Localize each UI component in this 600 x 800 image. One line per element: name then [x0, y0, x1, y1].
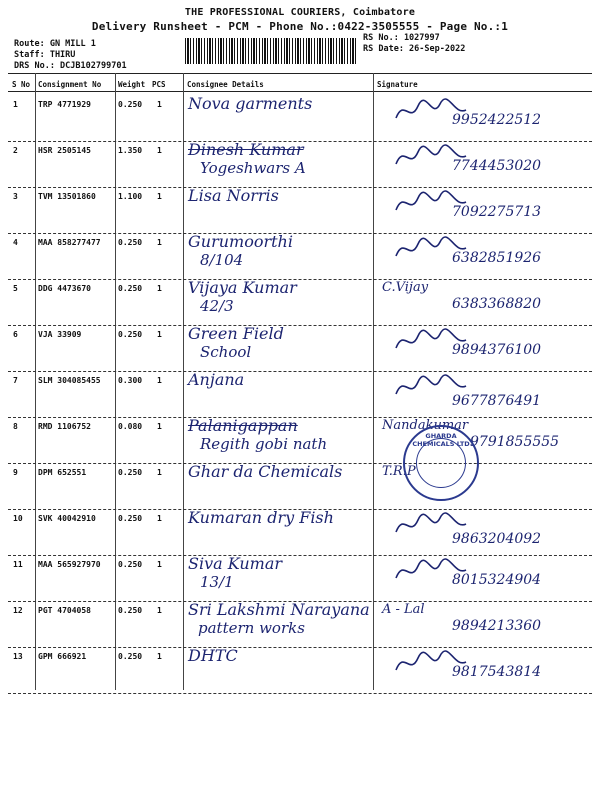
row-pcs: 1: [157, 468, 162, 477]
row-weight: 0.300: [118, 376, 143, 385]
row-sno: 8: [13, 422, 18, 431]
phone-handwritten: 7092275713: [452, 204, 542, 220]
row-consignment: TRP 4771929: [38, 100, 91, 109]
row-pcs: 1: [157, 330, 162, 339]
row-consignment: VJA 33909: [38, 330, 82, 339]
signature: T.R.P: [382, 464, 416, 479]
col-divider: [115, 73, 116, 690]
consignee-handwritten: Dinesh Kumar: [188, 140, 304, 159]
phone-handwritten: 9952422512: [452, 112, 542, 128]
phone-handwritten: 9677876491: [452, 393, 542, 409]
signature: A - Lal: [382, 602, 425, 617]
phone-handwritten: 6383368820: [452, 296, 542, 312]
row-weight: 0.250: [118, 606, 143, 615]
row-pcs: 1: [157, 376, 162, 385]
consignee-handwritten: Kumaran dry Fish: [188, 508, 334, 527]
runsheet-title: Delivery Runsheet - PCM - Phone No.:0422-3505555 - Page No.:1: [91, 20, 509, 33]
row-weight: 0.250: [118, 238, 143, 247]
row-separator: [8, 279, 592, 280]
consignee-handwritten: Siva Kumar: [188, 554, 283, 573]
row-consignment: GPM 666921: [38, 652, 87, 661]
row-consignment: PGT 4704058: [38, 606, 91, 615]
row-sno: 2: [13, 146, 18, 155]
row-pcs: 1: [157, 652, 162, 661]
header-bottom-rule: [8, 91, 592, 92]
row-consignment: TVM 13501860: [38, 192, 96, 201]
row-weight: 0.250: [118, 100, 143, 109]
consignee-handwritten: Green Field: [188, 324, 284, 343]
company-stamp: GHARDA CHEMICALS LTD: [403, 425, 479, 501]
consignee-handwritten: Gurumoorthi: [188, 232, 293, 251]
staff: Staff: THIRU: [14, 50, 76, 60]
row-consignment: SVK 40042910: [38, 514, 96, 523]
consignee-handwritten: Anjana: [188, 370, 245, 389]
row-separator: [8, 187, 592, 188]
row-sno: 9: [13, 468, 18, 477]
row-sno: 10: [13, 514, 23, 523]
row-consignment: SLM 304085455: [38, 376, 101, 385]
consignee-handwritten-line2: pattern works: [198, 619, 305, 637]
consignee-handwritten-line2: 13/1: [200, 573, 234, 591]
col-consignment: Consignment No: [38, 80, 102, 89]
row-sno: 12: [13, 606, 23, 615]
row-weight: 0.250: [118, 330, 143, 339]
route: Route: GN MILL 1: [14, 39, 96, 49]
col-signature: Signature: [377, 80, 418, 89]
consignee-handwritten: DHTC: [188, 646, 238, 665]
rs-date: RS Date: 26-Sep-2022: [363, 44, 466, 54]
row-pcs: 1: [157, 238, 162, 247]
row-sno: 3: [13, 192, 18, 201]
consignee-handwritten-line2: 42/3: [200, 297, 234, 315]
row-pcs: 1: [157, 192, 162, 201]
consignee-handwritten: Vijaya Kumar: [188, 278, 297, 297]
row-separator: [8, 371, 592, 372]
row-pcs: 1: [157, 284, 162, 293]
row-weight: 0.250: [118, 468, 143, 477]
col-weight: Weight: [118, 80, 146, 89]
row-sno: 1: [13, 100, 18, 109]
row-consignment: MAA 565927970: [38, 560, 101, 569]
row-pcs: 1: [157, 514, 162, 523]
row-consignment: HSR 2505145: [38, 146, 91, 155]
row-separator: [8, 417, 592, 418]
row-sno: 6: [13, 330, 18, 339]
consignee-handwritten-line2: School: [200, 343, 252, 361]
col-sno: S No: [12, 80, 31, 89]
row-consignment: MAA 858277477: [38, 238, 101, 247]
phone-handwritten: 9894213360: [452, 618, 542, 634]
consignee-handwritten: Ghar da Chemicals: [188, 462, 343, 481]
row-separator: [8, 233, 592, 234]
phone-handwritten: 7744453020: [452, 158, 542, 174]
row-separator: [8, 693, 592, 694]
row-weight: 1.100: [118, 192, 143, 201]
row-sno: 13: [13, 652, 23, 661]
signature: C.Vijay: [382, 280, 429, 295]
phone-handwritten: 8015324904: [452, 572, 542, 588]
row-separator: [8, 555, 592, 556]
phone-handwritten: 9817543814: [452, 664, 542, 680]
consignee-handwritten-line2: 8/104: [200, 251, 244, 269]
row-pcs: 1: [157, 146, 162, 155]
row-consignment: RMD 1106752: [38, 422, 91, 431]
col-consignee: Consignee Details: [187, 80, 264, 89]
signature: Nandakumar: [382, 418, 469, 433]
col-divider: [183, 73, 184, 690]
row-sno: 5: [13, 284, 18, 293]
row-weight: 0.250: [118, 514, 143, 523]
phone-handwritten: 9863204092: [452, 531, 542, 547]
row-weight: 1.350: [118, 146, 143, 155]
row-pcs: 1: [157, 100, 162, 109]
row-sno: 7: [13, 376, 18, 385]
drs-number: DRS No.: DCJB102799701: [14, 61, 127, 71]
row-separator: [8, 647, 592, 648]
row-pcs: 1: [157, 422, 162, 431]
barcode: [185, 38, 357, 64]
consignee-handwritten: Lisa Norris: [188, 186, 279, 205]
phone-handwritten: 9894376100: [452, 342, 542, 358]
consignee-handwritten: Sri Lakshmi Narayana: [188, 600, 370, 619]
row-weight: 0.250: [118, 652, 143, 661]
row-consignment: DDG 4473670: [38, 284, 91, 293]
row-weight: 0.250: [118, 560, 143, 569]
consignee-handwritten-line2: Regith gobi nath: [200, 435, 328, 453]
row-sno: 11: [13, 560, 23, 569]
phone-handwritten: 6382851926: [452, 250, 542, 266]
table-top-rule: [8, 73, 592, 74]
col-divider: [35, 73, 36, 690]
col-divider: [373, 73, 374, 690]
consignee-handwritten: Nova garments: [188, 94, 313, 113]
col-pcs: PCS: [152, 80, 166, 89]
consignee-handwritten-line2: Yogeshwars A: [200, 159, 306, 177]
row-separator: [8, 325, 592, 326]
row-weight: 0.250: [118, 284, 143, 293]
row-pcs: 1: [157, 606, 162, 615]
company-name: THE PROFESSIONAL COURIERS, Coimbatore: [184, 7, 416, 18]
phone-handwritten: 9791855555: [470, 434, 560, 450]
row-weight: 0.080: [118, 422, 143, 431]
rs-number: RS No.: 1027997: [363, 33, 440, 43]
row-pcs: 1: [157, 560, 162, 569]
consignee-handwritten: Palanigappan: [188, 416, 298, 435]
row-sno: 4: [13, 238, 18, 247]
row-consignment: DPM 652551: [38, 468, 87, 477]
